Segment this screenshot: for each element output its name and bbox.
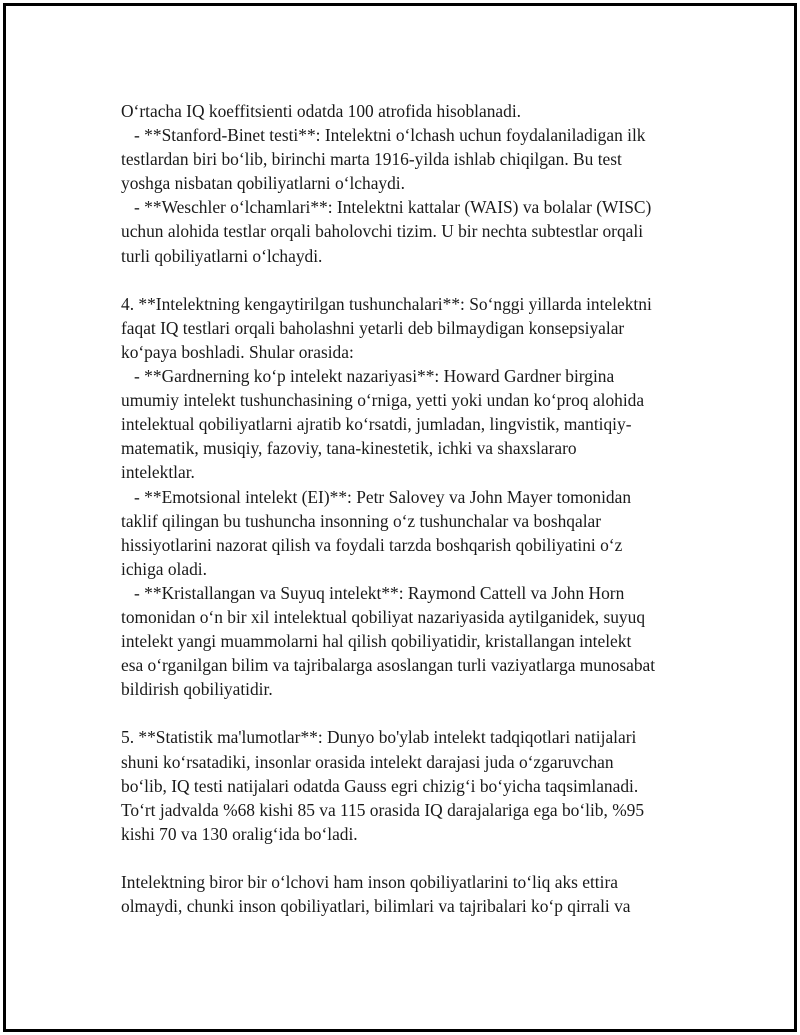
- paragraph-gap: [121, 268, 706, 292]
- text-line: kishi 70 va 130 oraligʻida boʻladi.: [121, 823, 358, 844]
- text-line: intelektlar.: [121, 462, 195, 483]
- text-line: - **Stanford-Binet testi**: Intelektni oʻlchash uchun foydalaniladigan ilk: [121, 125, 646, 146]
- text-line: esa oʻrganilgan bilim va tajribalarga asoslangan turli vaziyatlarga munosabat: [121, 655, 656, 676]
- text-line: intelekt yangi muammolarni hal qilish qobiliyatidir, kristallangan intelekt: [121, 631, 632, 652]
- text-line: shuni koʻrsatadiki, insonlar orasida intelekt darajasi juda oʻzgaruvchan: [121, 751, 614, 772]
- text-line: intelektual qobiliyatlarni ajratib koʻrsatdi, jumladan, lingvistik, mantiqiy-: [121, 414, 632, 435]
- text-line: yoshga nisbatan qobiliyatlarni oʻlchaydi.: [121, 173, 405, 194]
- text-line: 4. **Intelektning kengaytirilgan tushunchalari**: Soʻnggi yillarda intelektni: [121, 293, 652, 314]
- text-line: - **Gardnerning koʻp intelekt nazariyasi**: Howard Gardner birgina: [121, 366, 615, 387]
- text-line: Intelektning biror bir oʻlchovi ham inson qobiliyatlarini toʻliq aks ettira: [121, 872, 618, 892]
- text-line: Oʻrtacha IQ koeffitsienti odatda 100 atrofida hisoblanadi.: [121, 101, 522, 121]
- text-line: boʻlib, IQ testi natijalari odatda Gauss egri chizigʻi boʻyicha taqsimlanadi.: [121, 775, 639, 796]
- text-line: 5. **Statistik ma'lumotlar**: Dunyo bo'ylab intelekt tadqiqotlari natijalari: [121, 727, 637, 748]
- text-line: - **Weschler oʻlchamlari**: Intelektni kattalar (WAIS) va bolalar (WISC): [121, 197, 652, 218]
- document-text: [121, 99, 706, 918]
- text-line: turli qobiliyatlarni oʻlchaydi.: [121, 245, 323, 266]
- paragraph-gap: [121, 701, 706, 725]
- paragraph: [121, 870, 706, 918]
- text-line: testlardan biri boʻlib, birinchi marta 1916-yilda ishlab chiqilgan. Bu test: [121, 149, 622, 170]
- text-line: umumiy intelekt tushunchasining oʻrniga, yetti yoki undan koʻproq alohida: [121, 390, 645, 411]
- text-line: Toʻrt jadvalda %68 kishi 85 va 115 orasida IQ darajalariga ega boʻlib, %95: [121, 799, 645, 820]
- text-line: - **Kristallangan va Suyuq intelekt**: Raymond Cattell va John Horn: [121, 582, 625, 603]
- text-line: - **Emotsional intelekt (EI)**: Petr Salovey va John Mayer tomonidan: [121, 486, 632, 507]
- paragraph-gap: [121, 846, 706, 870]
- text-line: olmaydi, chunki inson qobiliyatlari, bilimlari va tajribalari koʻp qirrali va: [121, 896, 631, 917]
- paragraph: [121, 99, 706, 268]
- text-line: uchun alohida testlar orqali baholovchi tizim. U bir nechta subtestlar orqali: [121, 221, 644, 242]
- text-line: ichiga oladi.: [121, 558, 207, 579]
- text-line: hissiyotlarini nazorat qilish va foydali tarzda boshqarish qobiliyatini oʻz: [121, 534, 623, 555]
- paragraph: [121, 292, 706, 702]
- text-line: bildirish qobiliyatidir.: [121, 679, 273, 700]
- text-line: matematik, musiqiy, fazoviy, tana-kinestetik, ichki va shaxslararo: [121, 438, 577, 459]
- text-line: faqat IQ testlari orqali baholashni yetarli deb bilmaydigan konsepsiyalar: [121, 317, 625, 338]
- paragraph: [121, 725, 706, 845]
- text-line: taklif qilingan bu tushuncha insonning oʻz tushunchalar va boshqalar: [121, 510, 602, 531]
- text-line: tomonidan oʻn bir xil intelektual qobiliyat nazariyasida aytilganidek, suyuq: [121, 606, 646, 627]
- text-line: koʻpaya boshladi. Shular orasida:: [121, 341, 354, 362]
- page-frame: [3, 3, 797, 1032]
